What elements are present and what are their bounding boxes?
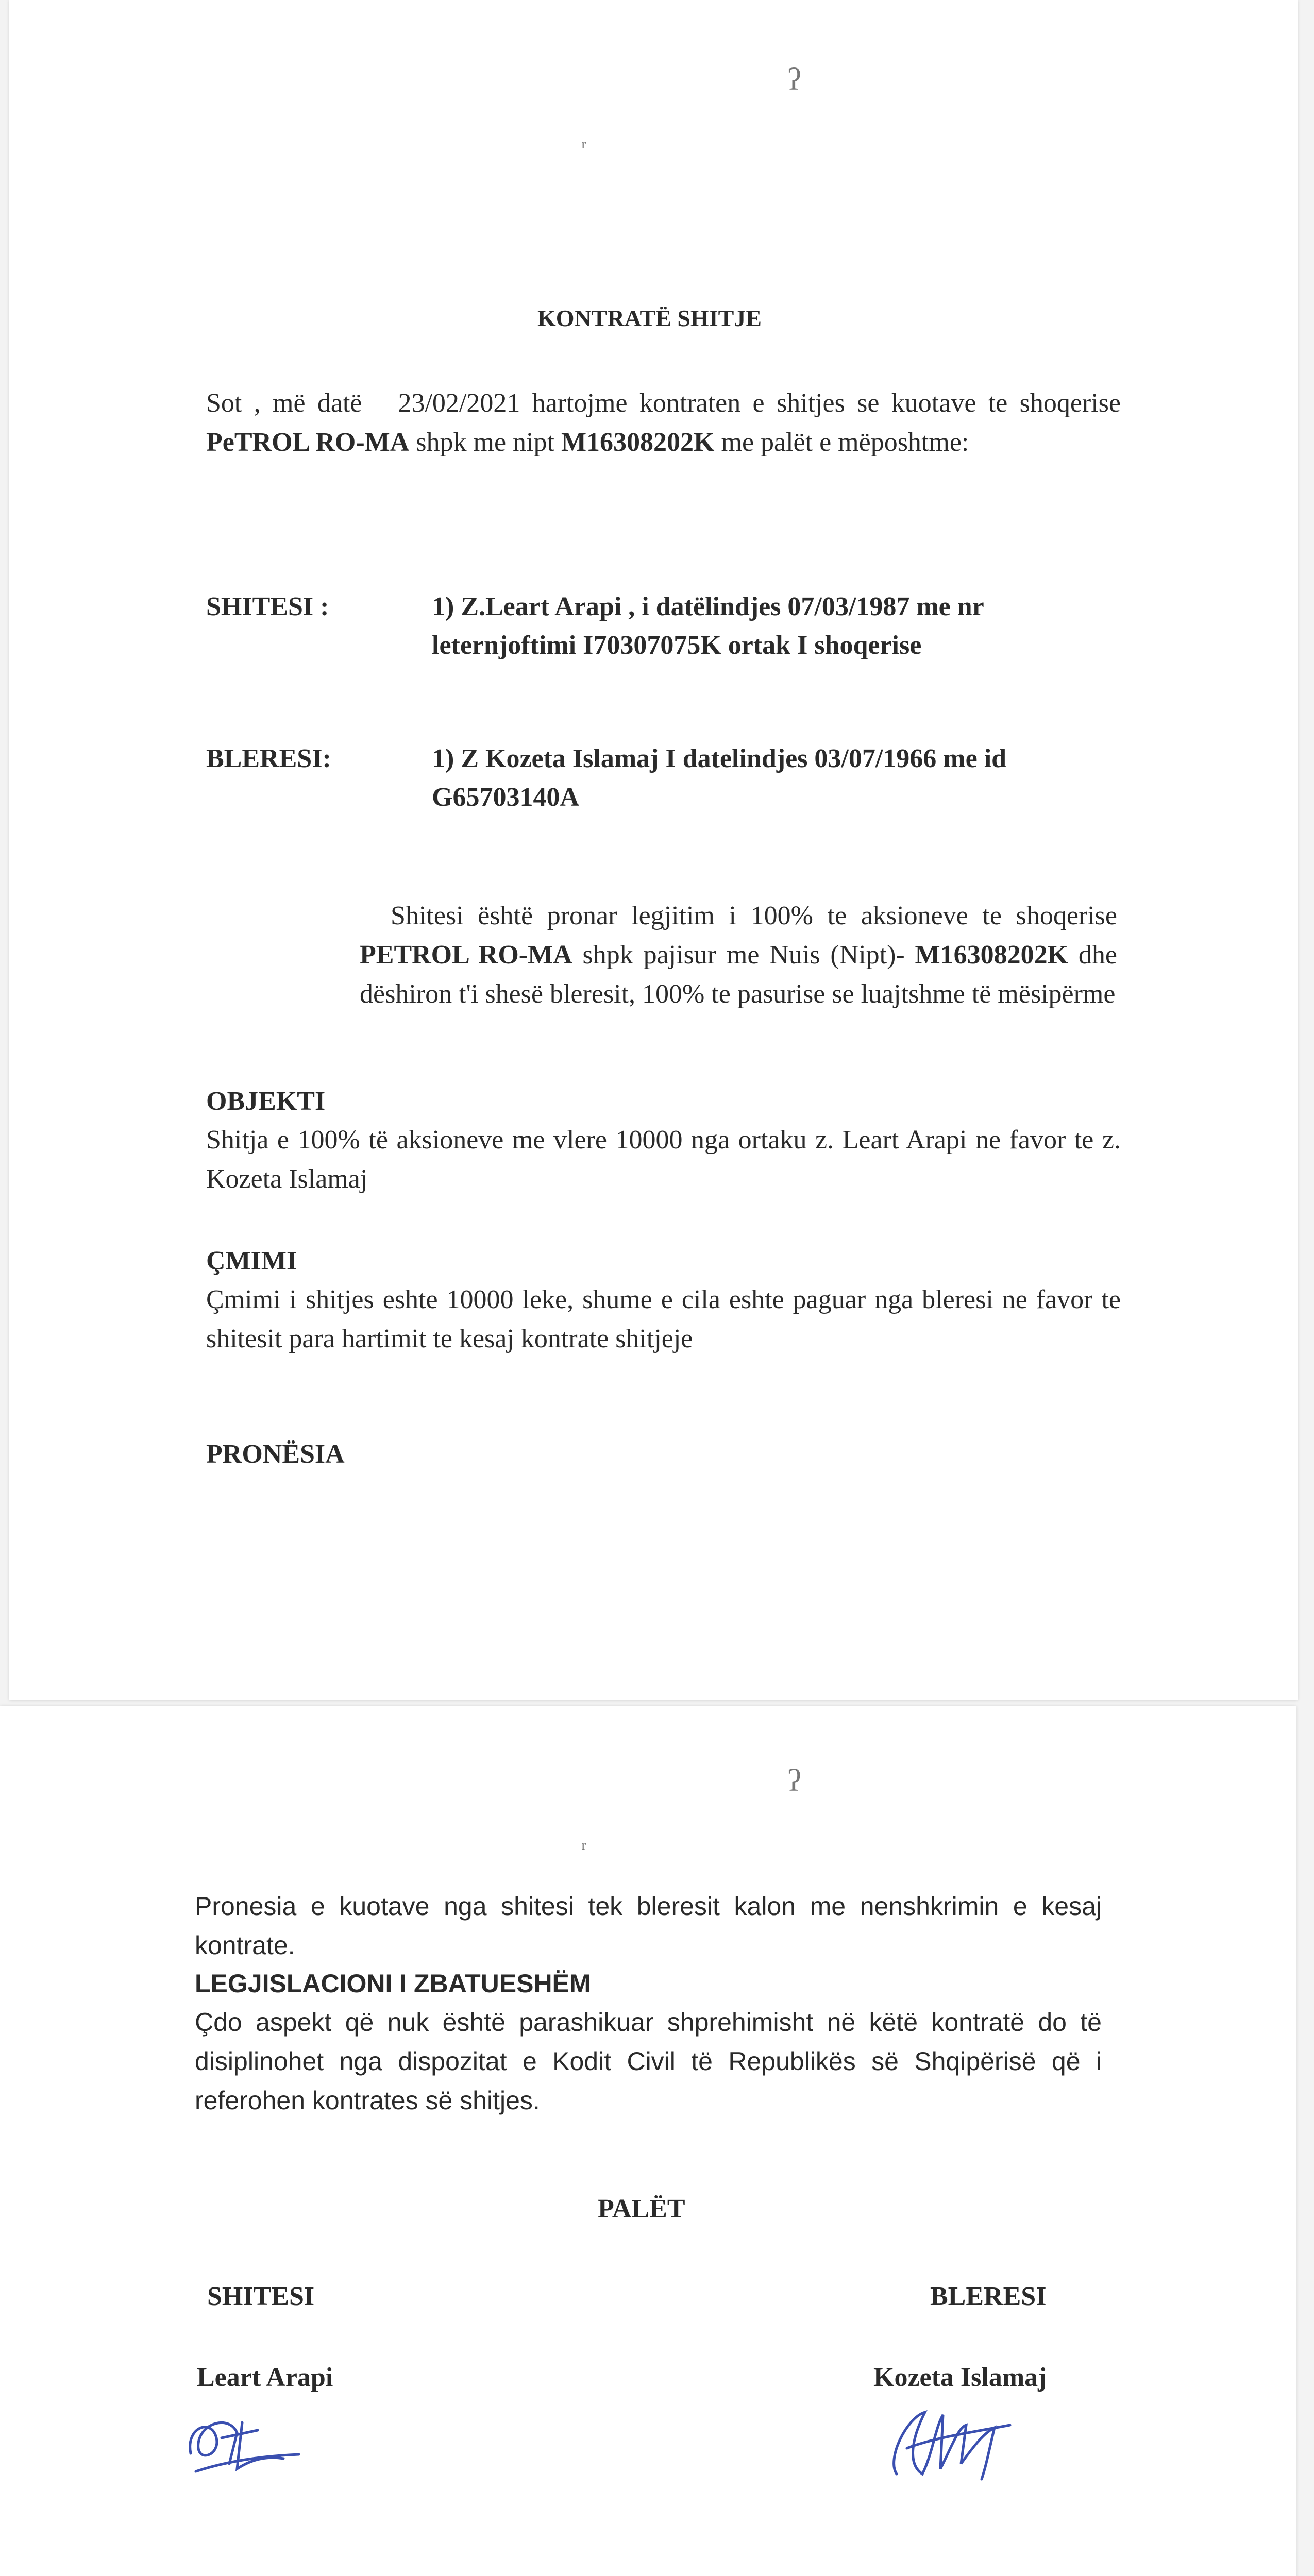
company-name: PeTROL RO-MA xyxy=(206,428,410,457)
contract-title: KONTRATË SHITJE xyxy=(537,305,762,331)
ownership-heading: PRONËSIA xyxy=(206,1439,345,1469)
legislation-heading: LEGJISLACIONI I ZBATUESHËM xyxy=(195,1969,591,1998)
legislation-text: Çdo aspekt që nuk është parashikuar shprehimisht në këtë kontratë do të disiplinohet nga dispozitat e Kodit Civil të Republikës së Shqipërisë që i referohen kontrates së shitjes. xyxy=(195,2008,1102,2115)
buyer-label: BLERESI: xyxy=(206,744,331,773)
buyer-details-line2: G65703140A xyxy=(432,783,579,812)
parties-heading: PALËT xyxy=(598,2194,685,2224)
scan-mark: ʔ xyxy=(787,62,801,96)
seller-signature xyxy=(180,2407,304,2479)
seller-name: Leart Arapi xyxy=(197,2363,333,2392)
scan-mark: ʳ xyxy=(581,134,586,160)
price-text: Çmimi i shitjes eshte 10000 leke, shume e cila eshte paguar nga bleresi ne favor te shitesit para hartimit te kesaj kontrate shitjeje xyxy=(206,1285,1121,1353)
seller-statement: Shitesi është pronar legjitim i 100% te aksioneve te shoqerise PETROL RO-MA shpk pajisur me Nuis (Nipt)- M16308202K dhe dëshiron t'i shesë bleresit, 100% te pasurise se luajtshme të mësipërme xyxy=(360,901,1117,1009)
buyer-party-label: BLERESI xyxy=(930,2282,1047,2311)
ownership-text: Pronesia e kuotave nga shitesi tek bleresit kalon me nenshkrimin e kesaj kontrate. xyxy=(195,1892,1102,1960)
object-heading: OBJEKTI xyxy=(206,1087,326,1116)
seller-party-label: SHITESI xyxy=(207,2282,315,2311)
buyer-name: Kozeta Islamaj xyxy=(873,2363,1047,2392)
scan-mark: ʔ xyxy=(787,1764,801,1798)
price-heading: ÇMIMI xyxy=(206,1246,297,1276)
intro-paragraph: Sot , më datë 23/02/2021 hartojme kontraten e shitjes se kuotave te shoqerise PeTROL RO-MA shpk me nipt M16308202K me palët e mëposhtme: xyxy=(206,388,1121,457)
seller-label: SHITESI : xyxy=(206,592,329,621)
seller-details-line1: 1) Z.Leart Arapi , i datëlindjes 07/03/1987 me nr xyxy=(432,592,984,621)
scan-mark: ʳ xyxy=(581,1836,586,1861)
contract-page-2 xyxy=(0,1706,1296,2576)
contract-page-1 xyxy=(9,0,1298,1700)
seller-details-line2: leternjoftimi I70307075K ortak I shoqerise xyxy=(432,631,922,660)
buyer-details-line1: 1) Z Kozeta Islamaj I datelindjes 03/07/1966 me id xyxy=(432,744,1007,773)
object-text: Shitja e 100% të aksioneve me vlere 10000 nga ortaku z. Leart Arapi ne favor te z. Kozeta Islamaj xyxy=(206,1125,1121,1194)
buyer-signature xyxy=(876,2397,1031,2484)
contract-date: 23/02/2021 xyxy=(398,388,520,418)
company-nipt: M16308202K xyxy=(561,428,715,457)
